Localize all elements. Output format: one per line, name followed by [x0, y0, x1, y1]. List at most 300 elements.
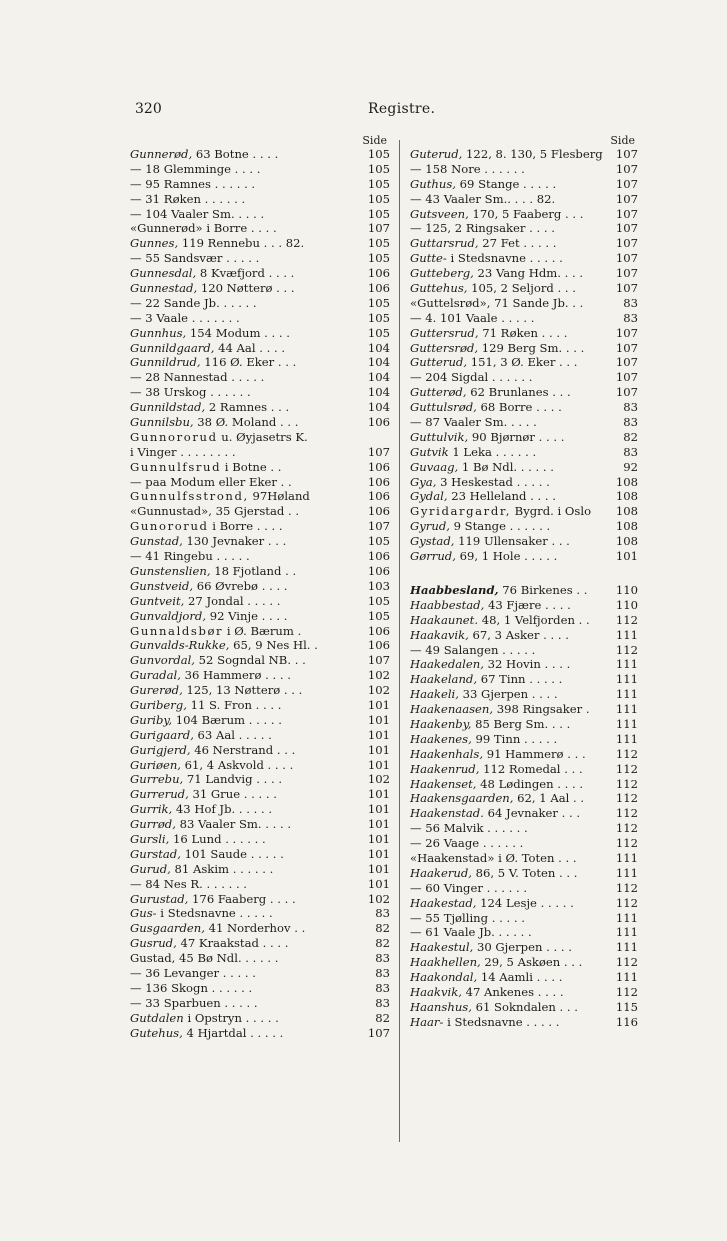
- entry-name: Haakenset,: [410, 776, 477, 791]
- entry-detail: 1 Bø Ndl. . . . . .: [458, 459, 554, 474]
- entry-page-ref: 82: [375, 1010, 390, 1025]
- entry-page-ref: 106: [367, 415, 390, 430]
- entry-text: [410, 504, 605, 519]
- entry-text: [410, 598, 605, 613]
- index-entry: [410, 370, 638, 385]
- entry-name: —: [130, 965, 142, 980]
- index-entry: [130, 296, 390, 311]
- index-entry: [410, 445, 638, 460]
- entry-name: «Haakenstad»: [410, 850, 495, 865]
- column-divider: [399, 140, 400, 1142]
- entry-name: —: [410, 925, 422, 940]
- entry-name: Gunvordal,: [130, 653, 195, 668]
- index-entry: [130, 609, 390, 624]
- index-entry: [130, 504, 390, 519]
- entry-detail: i Ø. Bærum .: [223, 623, 302, 638]
- entry-text: [410, 147, 605, 162]
- entry-name: Gunnesdal,: [130, 266, 197, 281]
- entry-text: [130, 698, 357, 713]
- index-entry: [130, 445, 390, 460]
- entry-page-ref: 106: [367, 489, 390, 504]
- entry-page-ref: 83: [375, 906, 390, 921]
- index-entry: [410, 534, 638, 549]
- entry-page-ref: 111: [615, 657, 638, 672]
- index-entry: [410, 326, 638, 341]
- entry-name: —: [410, 221, 422, 236]
- entry-page-ref: 105: [367, 310, 390, 325]
- entry-text: [130, 1026, 357, 1041]
- entry-page-ref: 107: [615, 161, 638, 176]
- entry-name: Gutterød,: [410, 385, 467, 400]
- entry-detail: 125, 13 Nøtterø . . .: [182, 683, 303, 698]
- index-entry: [130, 906, 390, 921]
- entry-text: [410, 1000, 605, 1015]
- entry-text: [130, 906, 357, 921]
- entry-text: [130, 549, 357, 564]
- entry-page-ref: 111: [615, 731, 638, 746]
- entry-text: [410, 806, 605, 821]
- entry-text: [130, 921, 357, 936]
- entry-text: [410, 762, 605, 777]
- index-entry: [130, 549, 390, 564]
- entry-name: —: [410, 910, 422, 925]
- entry-name: Gurrik,: [130, 802, 173, 817]
- entry-detail: 65, 9 Nes Hl. .: [229, 638, 318, 653]
- entry-page-ref: 107: [615, 355, 638, 370]
- entry-name: Gusrud,: [130, 936, 177, 951]
- entry-page-ref: 111: [615, 910, 638, 925]
- entry-page-ref: 102: [367, 683, 390, 698]
- entry-detail: 151, 3 Ø. Eker . . .: [467, 355, 578, 370]
- index-entry: [410, 266, 638, 281]
- entry-text: [410, 385, 605, 400]
- entry-text: [130, 489, 357, 504]
- index-entry: [130, 966, 390, 981]
- entry-name: Guttersrud,: [410, 325, 479, 340]
- entry-text: [410, 628, 605, 643]
- entry-page-ref: 106: [367, 623, 390, 638]
- entry-page-ref: 102: [367, 772, 390, 787]
- entry-page-ref: 101: [615, 549, 638, 564]
- entry-name: Guttulsrød,: [410, 400, 477, 415]
- entry-text: [130, 341, 357, 356]
- entry-text: [130, 370, 357, 385]
- entry-name: Haakavik,: [410, 627, 469, 642]
- entry-name: —: [130, 549, 142, 564]
- entry-page-ref: 101: [367, 861, 390, 876]
- entry-text: [410, 311, 605, 326]
- index-entry: [410, 732, 638, 747]
- section-gap: [410, 564, 638, 583]
- entry-name: Guthus,: [410, 176, 456, 191]
- entry-detail: 41 Ringebu . . . . .: [141, 549, 250, 564]
- entry-text: [410, 911, 605, 926]
- entry-name: Gurud,: [130, 861, 171, 876]
- index-entry: [410, 192, 638, 207]
- index-entry: [130, 147, 390, 162]
- entry-name: Haakondal,: [410, 970, 478, 985]
- entry-name: —: [130, 370, 142, 385]
- entry-detail: 66 Øvrebø . . . .: [193, 578, 288, 593]
- entry-detail: 83 Vaaler Sm. . . . .: [175, 817, 292, 832]
- entry-name: Gunnhus,: [130, 325, 187, 340]
- entry-detail: 99 Tinn . . . . .: [471, 731, 558, 746]
- index-entry: [130, 207, 390, 222]
- index-entry: [410, 598, 638, 613]
- entry-text: [130, 579, 357, 594]
- entry-text: [130, 415, 357, 430]
- entry-text: [410, 866, 605, 881]
- index-entry: [410, 207, 638, 222]
- entry-name: Guntveit,: [130, 593, 185, 608]
- index-column-right: [410, 135, 638, 1030]
- entry-page-ref: 101: [367, 742, 390, 757]
- entry-page-ref: 102: [367, 891, 390, 906]
- entry-name: —: [130, 474, 142, 489]
- entry-page-ref: 83: [375, 965, 390, 980]
- entry-detail: 29, 5 Askøen . . .: [480, 955, 583, 970]
- entry-detail: 158 Nore . . . . . .: [421, 161, 525, 176]
- entry-name: —: [130, 980, 142, 995]
- entry-page-ref: 107: [615, 370, 638, 385]
- entry-text: [130, 355, 357, 370]
- index-entry: [130, 787, 390, 802]
- index-entry: [410, 1015, 638, 1030]
- index-entry: [410, 970, 638, 985]
- entry-detail: 63 Botne . . . .: [192, 147, 279, 161]
- index-entry: [410, 400, 638, 415]
- entry-page-ref: 107: [615, 236, 638, 251]
- entry-detail: 56 Malvik . . . . . .: [421, 821, 528, 836]
- entry-text: [130, 400, 357, 415]
- entry-text: [410, 955, 605, 970]
- entry-page-ref: 108: [615, 519, 638, 534]
- entry-page-ref: 107: [615, 251, 638, 266]
- entry-detail: 92 Vinje . . . .: [206, 608, 288, 623]
- entry-name: —: [130, 251, 142, 266]
- index-entry: [130, 266, 390, 281]
- index-entry: [130, 683, 390, 698]
- entry-page-ref: 105: [367, 147, 390, 161]
- entry-detail: 36 Hammerø . . . .: [180, 668, 291, 683]
- entry-name: Gurustad,: [130, 891, 189, 906]
- entry-page-ref: 112: [615, 984, 638, 999]
- index-entry: [130, 921, 390, 936]
- entry-detail: 112 Romedal . . .: [479, 761, 583, 776]
- entry-page-ref: 111: [615, 925, 638, 940]
- entry-text: [410, 747, 605, 762]
- index-entry: [130, 221, 390, 236]
- index-entry: [410, 836, 638, 851]
- entry-detail: 18 Fjotland . .: [210, 563, 297, 578]
- entry-name: —: [130, 995, 142, 1010]
- entry-name: Guriøen,: [130, 757, 181, 772]
- entry-detail: 104 Bærum . . . . .: [172, 712, 282, 727]
- entry-text: [130, 668, 357, 683]
- entry-name: Gunororud: [130, 519, 209, 534]
- entry-text: [130, 862, 357, 877]
- entry-text: [410, 643, 605, 658]
- entry-detail: 31 Grue . . . . .: [188, 787, 277, 802]
- entry-name: Gunnulfsrud: [130, 459, 222, 474]
- entry-text: [130, 817, 357, 832]
- entry-text: [130, 207, 357, 222]
- entry-name: Gunstad,: [130, 534, 183, 549]
- entry-detail: 124 Lesje . . . . .: [476, 895, 574, 910]
- index-entry: [410, 296, 638, 311]
- entry-text: [410, 657, 605, 672]
- entry-name: —: [130, 161, 142, 176]
- entry-detail: 67 Tinn . . . . .: [477, 672, 563, 687]
- entry-name: «Gunnustad»,: [130, 504, 212, 519]
- entry-text: [130, 951, 357, 966]
- index-entry: [130, 579, 390, 594]
- index-entry: [410, 177, 638, 192]
- entry-page-ref: 111: [615, 940, 638, 955]
- entry-page-ref: 82: [375, 921, 390, 936]
- entry-detail: 43 Hof Jb. . . . . .: [172, 802, 273, 817]
- entry-text: [410, 896, 605, 911]
- entry-detail: 31 Røken . . . . . .: [141, 191, 246, 206]
- entry-text: [130, 147, 357, 162]
- entry-name: Gystad,: [410, 534, 455, 549]
- entry-page-ref: 101: [367, 787, 390, 802]
- entry-text: [130, 832, 357, 847]
- entry-page-ref: 107: [615, 281, 638, 296]
- entry-text: [130, 594, 357, 609]
- entry-page-ref: 105: [367, 608, 390, 623]
- index-entry: [130, 341, 390, 356]
- index-entry: [130, 415, 390, 430]
- entry-page-ref: 104: [367, 400, 390, 415]
- entry-detail: 43 Vaaler Sm.. . . . 82.: [421, 191, 556, 206]
- entry-detail: 23 Helleland . . . .: [447, 489, 556, 504]
- index-entry: [410, 1000, 638, 1015]
- entry-detail: 9 Stange . . . . . .: [449, 519, 551, 534]
- entry-page-ref: 106: [367, 281, 390, 296]
- entry-page-ref: 107: [367, 221, 390, 236]
- index-entry: [130, 638, 390, 653]
- entry-name: Gunnildstad,: [130, 400, 206, 415]
- entry-name: Gursli,: [130, 831, 170, 846]
- entry-text: [410, 985, 605, 1000]
- entry-text: [130, 430, 357, 445]
- entry-name: Gunnororud: [130, 429, 218, 444]
- entry-detail: 61 Vaale Jb. . . . . .: [421, 925, 532, 940]
- entry-page-ref: 107: [615, 191, 638, 206]
- index-entry: [130, 892, 390, 907]
- entry-text: [410, 970, 605, 985]
- index-entry: [410, 985, 638, 1000]
- index-entry: [130, 281, 390, 296]
- entry-detail: 81 Askim . . . . . .: [170, 861, 274, 876]
- entry-text: [410, 296, 605, 311]
- entry-detail: 91 Hammerø . . .: [483, 746, 586, 761]
- entry-page-ref: 106: [367, 266, 390, 281]
- entry-page-ref: 112: [615, 612, 638, 627]
- index-entry: [130, 326, 390, 341]
- entry-text: [410, 881, 605, 896]
- entry-page-ref: 111: [615, 627, 638, 642]
- entry-text: [410, 445, 605, 460]
- entry-name: —: [130, 206, 142, 221]
- entry-text: [130, 892, 357, 907]
- entry-detail: 49 Salangen . . . . .: [421, 642, 536, 657]
- index-entry: [410, 851, 638, 866]
- index-entry: [410, 355, 638, 370]
- entry-detail: 22 Sande Jb. . . . . .: [141, 295, 257, 310]
- entry-detail: 119 Rennebu . . . 82.: [178, 236, 305, 251]
- entry-text: [410, 281, 605, 296]
- entry-name: Gurigjerd,: [130, 742, 191, 757]
- entry-detail: 71 Røken . . . .: [478, 325, 568, 340]
- entry-text: [130, 177, 357, 192]
- entry-text: [130, 192, 357, 207]
- entry-page-ref: 92: [623, 459, 638, 474]
- entry-text: [130, 534, 357, 549]
- entry-page-ref: 108: [615, 489, 638, 504]
- index-entry: [130, 713, 390, 728]
- index-entry: [130, 460, 390, 475]
- entry-text: [130, 787, 357, 802]
- index-entry: [130, 534, 390, 549]
- entry-page-ref: 101: [367, 802, 390, 817]
- entry-detail: 71 Landvig . . . .: [183, 772, 283, 787]
- entry-name: Guriby,: [130, 712, 173, 727]
- index-entry: [130, 251, 390, 266]
- entry-text: [130, 162, 357, 177]
- entry-name: Gyrud,: [410, 519, 450, 534]
- entry-page-ref: 83: [375, 995, 390, 1010]
- entry-detail: 55 Tjølling . . . . .: [421, 910, 525, 925]
- entry-page-ref: 107: [615, 221, 638, 236]
- page-number: 320: [135, 101, 162, 117]
- entry-page-ref: 112: [615, 821, 638, 836]
- index-entry: [410, 747, 638, 762]
- index-entry: [130, 847, 390, 862]
- entry-text: [410, 162, 605, 177]
- entry-name: Gurstad,: [130, 846, 181, 861]
- entry-page-ref: 105: [367, 236, 390, 251]
- entry-text: [410, 355, 605, 370]
- entry-name: Haakeli,: [410, 687, 459, 702]
- entry-detail: 43 Fjære . . . .: [484, 597, 571, 612]
- entry-page-ref: 107: [615, 147, 638, 161]
- index-entry: [130, 475, 390, 490]
- entry-detail: 48 Lødingen . . . .: [476, 776, 584, 791]
- entry-detail: 63 Aal . . . . .: [193, 727, 272, 742]
- entry-name: Gunnerød,: [130, 147, 193, 161]
- page-title: Registre.: [368, 101, 436, 117]
- entry-name: Gya,: [410, 474, 437, 489]
- entry-text: [410, 687, 605, 702]
- entry-page-ref: 112: [615, 806, 638, 821]
- entry-detail: 27 Fet . . . . .: [478, 236, 557, 251]
- entry-text: [130, 996, 357, 1011]
- entry-text: [410, 251, 605, 266]
- index-entry: [410, 628, 638, 643]
- index-entry: [130, 564, 390, 579]
- entry-name: Gutterud,: [410, 355, 468, 370]
- index-entry: [410, 925, 638, 940]
- entry-text: [130, 251, 357, 266]
- entry-page-ref: 112: [615, 776, 638, 791]
- index-entry: [410, 821, 638, 836]
- index-entry: [410, 341, 638, 356]
- entry-detail: 120 Nøtterø . . .: [197, 281, 295, 296]
- entry-text: [130, 266, 357, 281]
- index-entry: [130, 162, 390, 177]
- entry-name: Gunnildrud,: [130, 355, 201, 370]
- entry-page-ref: 101: [367, 876, 390, 891]
- entry-name: Haakenes,: [410, 731, 472, 746]
- entry-detail: 69, 1 Hole . . . . .: [455, 549, 558, 564]
- entry-detail: 101 Saude . . . . .: [180, 846, 284, 861]
- index-entry: [130, 772, 390, 787]
- entry-name: Gydal,: [410, 489, 448, 504]
- index-entry: [410, 221, 638, 236]
- entry-text: [410, 925, 605, 940]
- entry-text: [410, 836, 605, 851]
- entry-detail: 47 Ankenes . . . .: [461, 984, 564, 999]
- entry-text: [130, 683, 357, 698]
- entry-text: [130, 728, 357, 743]
- entry-page-ref: 107: [615, 206, 638, 221]
- entry-name: Guttehus,: [410, 281, 468, 296]
- index-entry: [130, 400, 390, 415]
- entry-name: Haanshus,: [410, 999, 472, 1014]
- entry-page-ref: 108: [615, 504, 638, 519]
- index-entry: [130, 1026, 390, 1041]
- entry-name: —: [130, 385, 142, 400]
- entry-name: Haakestul,: [410, 940, 474, 955]
- entry-detail: 41 Norderhov . .: [204, 921, 306, 936]
- entry-detail: i Opstryn . . . . .: [183, 1010, 279, 1025]
- entry-detail: 38 Urskog . . . . . .: [141, 385, 251, 400]
- index-entry: [410, 162, 638, 177]
- entry-detail: 61, 4 Askvold . . . .: [180, 757, 294, 772]
- entry-name: —: [410, 836, 422, 851]
- entry-text: [130, 475, 357, 490]
- index-entry: [130, 668, 390, 683]
- index-entry: [410, 687, 638, 702]
- entry-page-ref: 106: [367, 474, 390, 489]
- entry-text: [410, 732, 605, 747]
- entry-detail: paa Modum eller Eker . .: [141, 474, 292, 489]
- entry-name: Haakaunet.: [410, 612, 479, 627]
- entry-page-ref: 83: [623, 415, 638, 430]
- entry-detail: 130 Jevnaker . . .: [182, 534, 287, 549]
- entry-page-ref: 112: [615, 836, 638, 851]
- entry-detail: 60 Vinger . . . . . .: [421, 880, 528, 895]
- entry-page-ref: 108: [615, 534, 638, 549]
- index-entry: [410, 657, 638, 672]
- entry-detail: 86, 5 V. Toten . . .: [471, 865, 578, 880]
- entry-page-ref: 83: [375, 951, 390, 966]
- entry-page-ref: 107: [367, 519, 390, 534]
- index-entry: [410, 147, 638, 162]
- entry-page-ref: 111: [615, 672, 638, 687]
- entry-name: Gunnildgaard,: [130, 340, 215, 355]
- entry-text: [410, 583, 605, 598]
- entry-text: [130, 221, 357, 236]
- side-column-heading: Side: [610, 134, 635, 147]
- entry-text: [410, 519, 605, 534]
- entry-page-ref: 104: [367, 385, 390, 400]
- entry-detail: 116 Ø. Eker . . .: [200, 355, 297, 370]
- index-entry: [130, 192, 390, 207]
- entry-text: [130, 772, 357, 787]
